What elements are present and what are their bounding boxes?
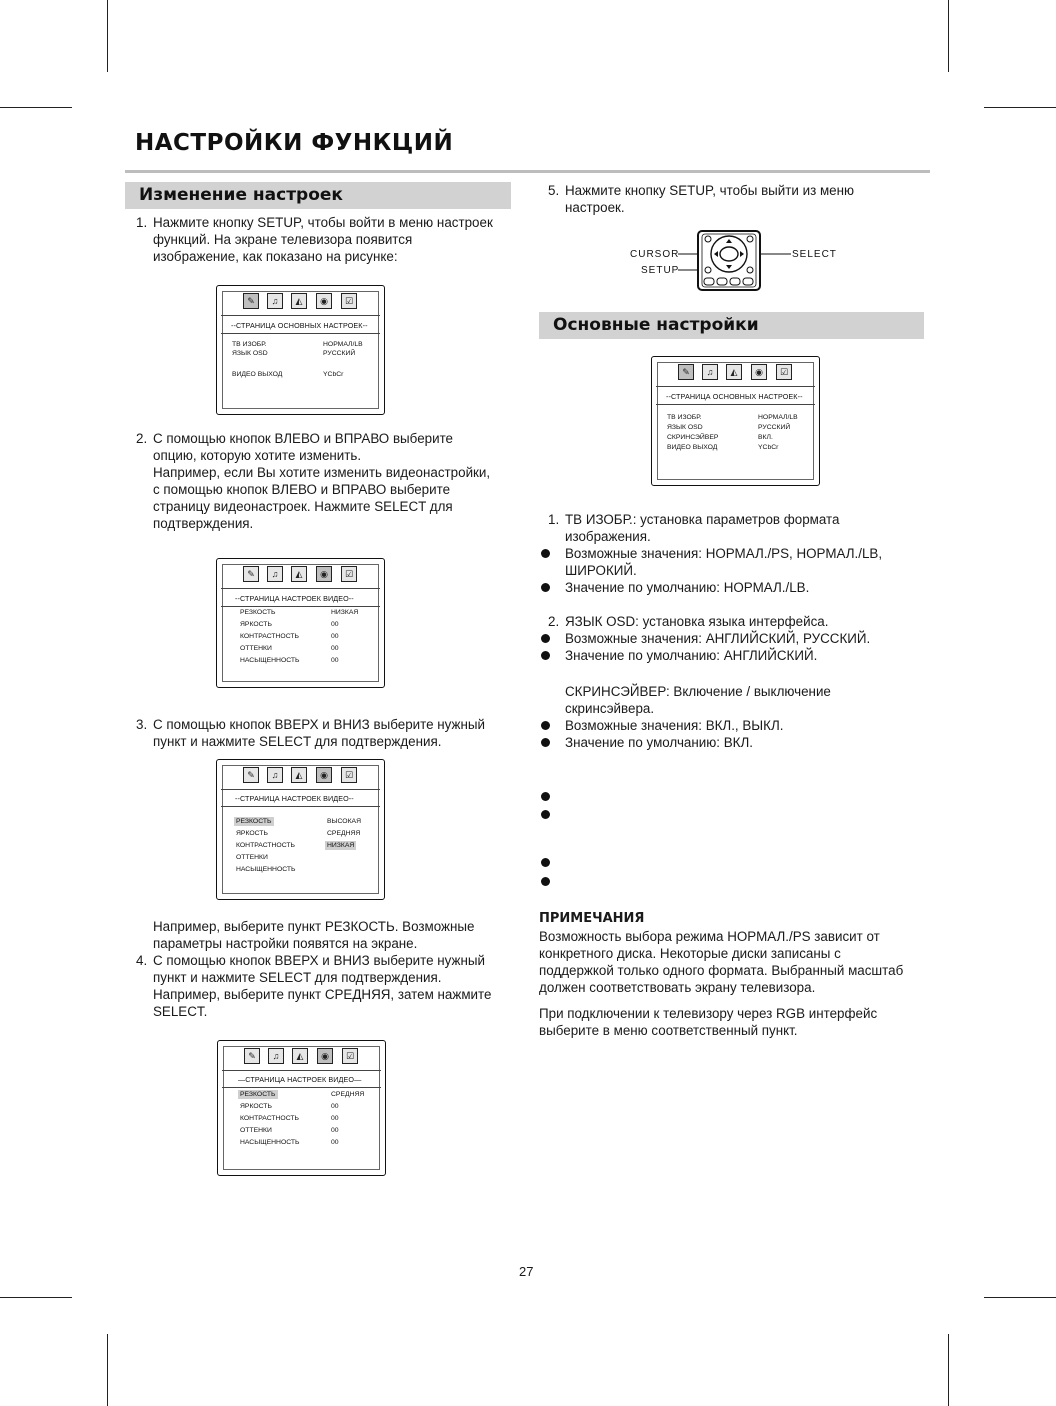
step-2	[136, 430, 526, 532]
step-line: С помощью кнопок ВВЕРХ и ВНИЗ выберите нужный	[153, 717, 485, 732]
bullet-icon	[541, 877, 550, 886]
example-text	[136, 918, 526, 952]
notes-line: выберите в меню соответственный пункт.	[539, 1023, 798, 1038]
bullet-icon	[541, 858, 550, 867]
bullet-text: Значение по умолчанию: ВКЛ.	[565, 735, 753, 750]
menu-row-label-highlighted: РЕЗКОСТЬ	[236, 818, 272, 825]
menu-row-label	[236, 818, 274, 825]
menu-row-value: YCbCr	[323, 371, 344, 378]
menu-row-value: РУССКИЙ	[323, 350, 356, 357]
menu-row-label: ЯЗЫК OSD	[667, 424, 703, 431]
bullet-item	[539, 545, 929, 579]
crop-mark	[948, 1334, 949, 1406]
notes-line: конкретного диска. Некоторые диски записаны с	[539, 946, 841, 961]
step-line: пункт и нажмите SELECT для подтверждения.	[153, 734, 442, 749]
menu-row-value: 00	[331, 657, 339, 664]
menu-row-label: ТВ ИЗОБР.	[667, 414, 702, 421]
menu-row-label: ЯЗЫК OSD	[232, 350, 268, 357]
menu-row-label-highlighted: РЕЗКОСТЬ	[240, 1091, 276, 1098]
audio-settings-icon: ♫	[268, 1048, 284, 1064]
menu-row-label: ВИДЕО ВЫХОД	[667, 444, 718, 451]
step-5	[548, 182, 928, 216]
divider	[222, 1087, 381, 1088]
notes-line: должен соответствовать экрану телевизора.	[539, 980, 816, 995]
remote-control-illustration	[670, 228, 795, 292]
step-line: параметры настройки появятся на экране.	[153, 936, 418, 951]
menu-row-label: ОТТЕНКИ	[240, 645, 272, 652]
video-settings-icon: ◭	[291, 767, 307, 783]
step-line: Например, выберите пункт СРЕДНЯЯ, затем нажмите	[153, 987, 492, 1002]
notes-paragraph	[539, 928, 939, 996]
menu-row-label: ОТТЕНКИ	[236, 854, 268, 861]
menu-title: --СТРАНИЦА НАСТРОЕК ВИДЕО--	[235, 794, 354, 803]
general-settings-icon: ✎	[243, 293, 259, 309]
step-line: С помощью кнопок ВЛЕВО и ВПРАВО выберите	[153, 431, 454, 446]
general-settings-icon: ✎	[243, 566, 259, 582]
osd-menu-main	[216, 285, 385, 415]
menu-row-value: 00	[331, 645, 339, 652]
menu-row-label: ВИДЕО ВЫХОД	[232, 371, 283, 378]
menu-row-label: ЯРКОСТЬ	[236, 830, 268, 837]
bullet-text: Значение по умолчанию: НОРМАЛ./LB.	[565, 580, 810, 595]
disc-icon: ◉	[316, 293, 332, 309]
bullet-icon	[541, 583, 550, 592]
divider	[221, 789, 380, 790]
preferences-icon: ☑	[341, 767, 357, 783]
menu-option: ВЫСОКАЯ	[327, 818, 361, 825]
menu-row-value: 00	[331, 621, 339, 628]
notes-paragraph	[539, 1005, 939, 1039]
disc-icon: ◉	[316, 566, 332, 582]
step-line: изображение, как показано на рисунке:	[153, 249, 398, 264]
menu-row-label: РЕЗКОСТЬ	[240, 609, 276, 616]
step-line: ТВ ИЗОБР.: установка параметров формата	[565, 512, 840, 527]
menu-row-value: YCbCr	[758, 444, 779, 451]
step-line: пункт и нажмите SELECT для подтверждения.	[153, 970, 442, 985]
general-settings-icon: ✎	[244, 1048, 260, 1064]
bullet-icon	[541, 738, 550, 747]
disc-icon: ◉	[751, 364, 767, 380]
menu-title: --СТРАНИЦА ОСНОВНЫХ НАСТРОЕК--	[231, 321, 368, 330]
bullet-item	[539, 647, 929, 664]
menu-row-value: НОРМАЛ/LB	[758, 414, 798, 421]
bullet-text: Возможные значения: АНГЛИЙСКИЙ, РУССКИЙ.	[565, 631, 871, 646]
notes-line: Возможность выбора режима НОРМАЛ./PS зависит от	[539, 929, 880, 944]
bullet-item	[539, 734, 929, 751]
menu-row-value: НИЗКАЯ	[331, 609, 359, 616]
notes-line: поддержкой только одного формата. Выбранный масштаб	[539, 963, 904, 978]
bullet-icon	[541, 721, 550, 730]
menu-row-label: ЯРКОСТЬ	[240, 1103, 272, 1110]
step-line: страницу видеонастроек. Нажмите SELECT для	[153, 499, 453, 514]
menu-row-label: СКРИНСЭЙВЕР	[667, 434, 719, 441]
step-line: Нажмите кнопку SETUP, чтобы выйти из меню	[565, 183, 855, 198]
menu-row-label: НАСЫЩЕННОСТЬ	[236, 866, 296, 873]
step-line: Например, если Вы хотите изменить видеонастройки,	[153, 465, 491, 480]
setting-osd-language	[548, 613, 928, 630]
divider	[221, 806, 380, 807]
menu-row-value: 00	[331, 633, 339, 640]
setting-tv-picture	[548, 511, 928, 545]
menu-row-label: НАСЫЩЕННОСТЬ	[240, 1139, 300, 1146]
menu-row-label: ОТТЕНКИ	[240, 1127, 272, 1134]
step-number: 2.	[548, 614, 560, 629]
video-settings-icon: ◭	[292, 1048, 308, 1064]
bullet-text: Значение по умолчанию: АНГЛИЙСКИЙ.	[565, 648, 818, 663]
menu-option-highlighted: НИЗКАЯ	[327, 842, 355, 849]
menu-row-label: НАСЫЩЕННОСТЬ	[240, 657, 300, 664]
audio-settings-icon: ♫	[267, 566, 283, 582]
menu-option	[327, 842, 356, 849]
step-number: 2.	[136, 431, 148, 446]
notes-line: При подключении к телевизору через RGB интерфейс	[539, 1006, 878, 1021]
step-1	[136, 214, 526, 265]
menu-row-value: РУССКИЙ	[758, 424, 791, 431]
menu-row-label: ТВ ИЗОБР.	[232, 341, 267, 348]
step-number: 1.	[548, 512, 560, 527]
menu-title: —СТРАНИЦА НАСТРОЕК ВИДЕО—	[238, 1075, 362, 1084]
bullet-item	[539, 630, 929, 647]
osd-menu-basic	[651, 356, 820, 486]
menu-row-label: ЯРКОСТЬ	[240, 621, 272, 628]
audio-settings-icon: ♫	[267, 293, 283, 309]
divider	[221, 588, 380, 589]
step-line: функций. На экране телевизора появится	[153, 232, 413, 247]
crop-mark	[0, 107, 72, 108]
crop-mark	[984, 107, 1056, 108]
divider	[656, 386, 815, 387]
preferences-icon: ☑	[341, 566, 357, 582]
crop-mark	[107, 1334, 108, 1406]
crop-mark	[984, 1297, 1056, 1298]
step-line: скринсэйвера.	[565, 701, 655, 716]
preferences-icon: ☑	[776, 364, 792, 380]
bullet-icon	[541, 810, 550, 819]
bullet-item	[539, 579, 929, 596]
setup-label: SETUP	[641, 265, 680, 276]
page-number: 27	[519, 1264, 534, 1279]
step-number: 1.	[136, 215, 148, 230]
step-line: С помощью кнопок ВВЕРХ и ВНИЗ выберите нужный	[153, 953, 485, 968]
disc-icon: ◉	[316, 767, 332, 783]
select-label: SELECT	[792, 249, 837, 260]
video-settings-icon: ◭	[291, 566, 307, 582]
menu-option: СРЕДНЯЯ	[327, 830, 361, 837]
step-line: ЯЗЫК OSD: установка языка интерфейса.	[565, 614, 829, 629]
bullet-text: ШИРОКИЙ.	[565, 563, 637, 578]
menu-row-value: ВКЛ.	[758, 434, 773, 441]
section-heading-basic-settings: Основные настройки	[539, 312, 924, 339]
step-4	[136, 952, 526, 1020]
menu-row-value: СРЕДНЯЯ	[331, 1091, 365, 1098]
step-line: настроек.	[565, 200, 625, 215]
notes-title: ПРИМЕЧАНИЯ	[539, 911, 645, 926]
cursor-label: CURSOR	[630, 249, 680, 260]
menu-row-label: КОНТРАСТНОСТЬ	[236, 842, 296, 849]
bullet-icon	[541, 651, 550, 660]
step-line: подтверждения.	[153, 516, 254, 531]
menu-row-label	[240, 1091, 278, 1098]
disc-icon: ◉	[317, 1048, 333, 1064]
bullet-text: Возможные значения: НОРМАЛ./PS, НОРМАЛ./LB,	[565, 546, 883, 561]
video-settings-icon: ◭	[726, 364, 742, 380]
step-line: с помощью кнопок ВЛЕВО и ВПРАВО выберите	[153, 482, 451, 497]
step-line: опцию, которую хотите изменить.	[153, 448, 362, 463]
menu-title: --СТРАНИЦА ОСНОВНЫХ НАСТРОЕК--	[666, 392, 803, 401]
bullet-text: Возможные значения: ВКЛ., ВЫКЛ.	[565, 718, 784, 733]
step-line: изображения.	[565, 529, 651, 544]
general-settings-icon: ✎	[678, 364, 694, 380]
menu-row-value: 00	[331, 1103, 339, 1110]
title-rule	[125, 170, 930, 173]
bullet-icon	[541, 549, 550, 558]
audio-settings-icon: ♫	[267, 767, 283, 783]
setting-screensaver	[548, 683, 928, 717]
crop-mark	[107, 0, 108, 72]
crop-mark	[948, 0, 949, 72]
divider	[222, 1070, 381, 1071]
step-line: СКРИНСЭЙВЕР: Включение / выключение	[565, 684, 831, 699]
crop-mark	[0, 1297, 72, 1298]
menu-row-label: КОНТРАСТНОСТЬ	[240, 1115, 300, 1122]
step-number: 4.	[136, 953, 148, 968]
video-settings-icon: ◭	[291, 293, 307, 309]
general-settings-icon: ✎	[243, 767, 259, 783]
audio-settings-icon: ♫	[702, 364, 718, 380]
divider	[221, 315, 380, 316]
bullet-item	[539, 717, 929, 734]
menu-row-value: НОРМАЛ/LB	[323, 341, 363, 348]
step-line: Нажмите кнопку SETUP, чтобы войти в меню настроек	[153, 215, 493, 230]
preferences-icon: ☑	[342, 1048, 358, 1064]
step-3	[136, 716, 526, 750]
page-title: НАСТРОЙКИ ФУНКЦИЙ	[135, 130, 454, 156]
step-line: Например, выберите пункт РЕЗКОСТЬ. Возможные	[153, 919, 475, 934]
osd-menu-sharpness	[216, 759, 385, 900]
menu-row-value: 00	[331, 1127, 339, 1134]
divider	[221, 606, 380, 607]
bullet-icon	[541, 792, 550, 801]
step-line: SELECT.	[153, 1004, 208, 1019]
step-number: 5.	[548, 183, 560, 198]
section-heading-change-settings: Изменение настроек	[125, 182, 511, 209]
divider	[221, 333, 380, 334]
divider	[656, 404, 815, 405]
menu-row-value: 00	[331, 1139, 339, 1146]
osd-menu-video-medium	[217, 1040, 386, 1176]
preferences-icon: ☑	[341, 293, 357, 309]
menu-title: --СТРАНИЦА НАСТРОЕК ВИДЕО--	[235, 594, 354, 603]
step-number: 3.	[136, 717, 148, 732]
osd-menu-video	[216, 558, 385, 688]
menu-row-label: КОНТРАСТНОСТЬ	[240, 633, 300, 640]
menu-row-value: 00	[331, 1115, 339, 1122]
bullet-icon	[541, 634, 550, 643]
